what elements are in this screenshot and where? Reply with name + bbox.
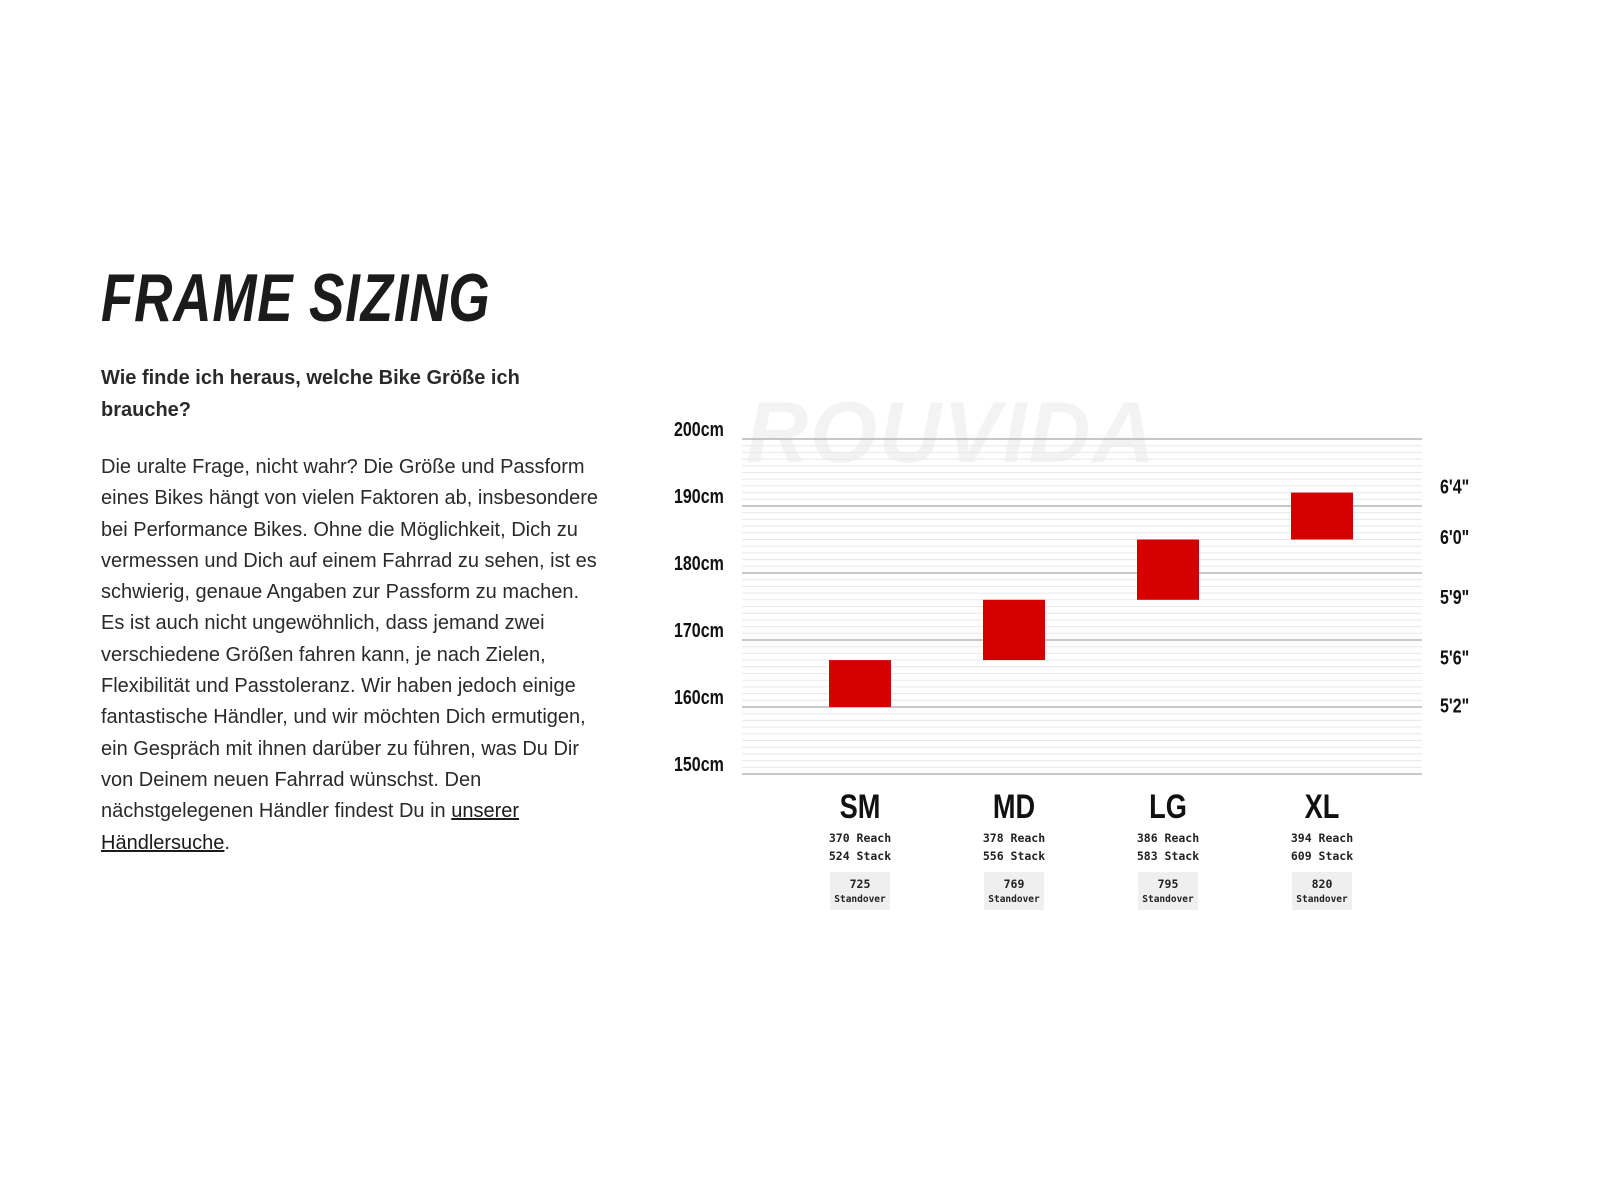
subtitle: Wie finde ich heraus, welche Bike Größe ich brauche? bbox=[101, 367, 520, 421]
size-range-bar bbox=[1291, 493, 1353, 540]
size-range-bar bbox=[829, 660, 891, 707]
page-title: FRAME SIZING bbox=[101, 260, 491, 336]
standover-value: 795 bbox=[1157, 877, 1179, 891]
size-label: MD bbox=[992, 787, 1036, 826]
standover-label: Standover bbox=[1142, 894, 1194, 905]
y-tick-label: 200cm bbox=[674, 418, 724, 441]
reach-value: 386 Reach bbox=[1136, 831, 1200, 845]
size-range-bar bbox=[1137, 540, 1199, 600]
body-text bbox=[101, 452, 601, 859]
dealer-search-link[interactable]: unserer Händlersuche bbox=[101, 800, 520, 854]
size-range-bar bbox=[983, 600, 1045, 660]
frame-size-chart bbox=[674, 390, 1500, 930]
reach-value: 370 Reach bbox=[828, 831, 892, 845]
standover-value: 769 bbox=[1003, 877, 1025, 891]
standover-label: Standover bbox=[834, 894, 886, 905]
standover-value: 820 bbox=[1311, 877, 1333, 891]
imperial-tick-label: 6'4" bbox=[1440, 475, 1470, 498]
y-tick-label: 150cm bbox=[674, 753, 724, 776]
reach-value: 394 Reach bbox=[1290, 831, 1354, 845]
y-tick-label: 170cm bbox=[674, 619, 724, 642]
size-label: XL bbox=[1304, 787, 1340, 826]
size-label: LG bbox=[1149, 787, 1187, 826]
imperial-tick-label: 6'0" bbox=[1440, 526, 1470, 549]
size-label: SM bbox=[839, 787, 881, 826]
stack-value: 556 Stack bbox=[982, 849, 1046, 863]
standover-label: Standover bbox=[988, 894, 1040, 905]
stack-value: 524 Stack bbox=[828, 849, 892, 863]
reach-value: 378 Reach bbox=[982, 831, 1046, 845]
body-paragraph: Die uralte Frage, nicht wahr? Die Größe und Passform eines Bikes hängt von vielen Faktoren ab, insbesondere bei Performance Bikes. Ohne die Möglichkeit, Dich zu vermessen und Dich auf einem Fahrrad zu sehen, ist es schwierig, genaue Angaben zur Passform zu machen. Es ist auch nicht ungewöhnlich, dass jemand zwei verschiedene Größen fahren kann, je nach Zielen, Flexibilität und Passtoleranz. Wir haben jedoch einige fantastische Händler, und wir möchten Dich ermutigen, ein Gespräch mit ihnen darüber zu führen, was Du Dir von Deinem neuen Fahrrad wünschst. Den nächstgelegenen Händler findest Du in bbox=[101, 456, 598, 823]
imperial-tick-label: 5'9" bbox=[1440, 586, 1470, 609]
chart-watermark bbox=[746, 385, 1157, 481]
imperial-tick-label: 5'6" bbox=[1440, 646, 1470, 669]
y-tick-label: 190cm bbox=[674, 485, 724, 508]
standover-label: Standover bbox=[1296, 894, 1348, 905]
y-tick-label: 160cm bbox=[674, 686, 724, 709]
y-tick-label: 180cm bbox=[674, 552, 724, 575]
stack-value: 609 Stack bbox=[1290, 849, 1354, 863]
imperial-tick-label: 5'2" bbox=[1440, 694, 1470, 718]
standover-value: 725 bbox=[849, 877, 871, 891]
intro-section bbox=[101, 262, 601, 859]
body-end: . bbox=[224, 831, 230, 854]
stack-value: 583 Stack bbox=[1136, 849, 1200, 863]
